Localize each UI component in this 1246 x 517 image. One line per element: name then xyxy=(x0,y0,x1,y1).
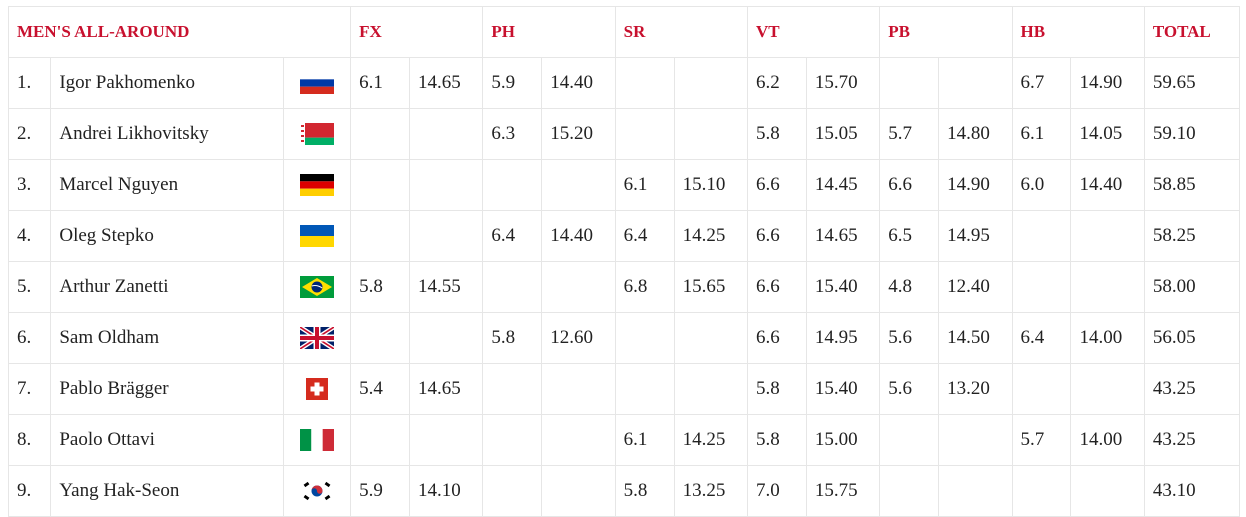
vt-d-score: 6.6 xyxy=(747,262,806,313)
pb-d-score xyxy=(880,58,939,109)
hb-d-score: 6.7 xyxy=(1012,58,1071,109)
total-score: 58.00 xyxy=(1144,262,1239,313)
fx-score xyxy=(409,211,482,262)
rank-cell: 1. xyxy=(9,58,51,109)
fx-score: 14.65 xyxy=(409,58,482,109)
ph-score xyxy=(542,364,615,415)
table-row xyxy=(9,364,1240,415)
italy-flag xyxy=(300,429,334,451)
ph-score: 14.40 xyxy=(542,58,615,109)
fx-d-score xyxy=(351,160,410,211)
flag-cell xyxy=(283,466,350,517)
uk-flag xyxy=(300,327,334,349)
sr-d-score: 6.4 xyxy=(615,211,674,262)
table-row xyxy=(9,415,1240,466)
athlete-name: Paolo Ottavi xyxy=(51,415,284,466)
sr-d-score xyxy=(615,364,674,415)
sr-score xyxy=(674,313,747,364)
hb-d-score: 6.0 xyxy=(1012,160,1071,211)
vt-d-score: 6.2 xyxy=(747,58,806,109)
rank-cell: 8. xyxy=(9,415,51,466)
ph-d-score: 5.9 xyxy=(483,58,542,109)
event-header-sr: SR xyxy=(615,7,747,58)
sr-score: 15.10 xyxy=(674,160,747,211)
hb-score: 14.40 xyxy=(1071,160,1144,211)
total-score: 58.25 xyxy=(1144,211,1239,262)
sr-d-score: 6.1 xyxy=(615,160,674,211)
results-table xyxy=(8,6,1240,517)
rank-cell: 9. xyxy=(9,466,51,517)
table-row xyxy=(9,160,1240,211)
fx-score xyxy=(409,313,482,364)
hb-d-score: 5.7 xyxy=(1012,415,1071,466)
event-header-hb: HB xyxy=(1012,7,1144,58)
pb-score: 14.95 xyxy=(939,211,1012,262)
rank-cell: 6. xyxy=(9,313,51,364)
ph-score: 15.20 xyxy=(542,109,615,160)
vt-score: 14.65 xyxy=(806,211,879,262)
pb-score: 14.90 xyxy=(939,160,1012,211)
ph-score xyxy=(542,262,615,313)
ph-d-score xyxy=(483,466,542,517)
ph-score xyxy=(542,466,615,517)
rank-cell: 4. xyxy=(9,211,51,262)
rank-cell: 5. xyxy=(9,262,51,313)
pb-d-score: 5.6 xyxy=(880,364,939,415)
flag-cell xyxy=(283,415,350,466)
vt-score: 15.00 xyxy=(806,415,879,466)
table-row xyxy=(9,109,1240,160)
title-header: MEN'S ALL-AROUND xyxy=(9,7,351,58)
hb-score xyxy=(1071,211,1144,262)
table-row xyxy=(9,211,1240,262)
total-score: 43.25 xyxy=(1144,364,1239,415)
athlete-name: Marcel Nguyen xyxy=(51,160,284,211)
fx-score: 14.55 xyxy=(409,262,482,313)
hb-score: 14.90 xyxy=(1071,58,1144,109)
fx-score xyxy=(409,109,482,160)
fx-score xyxy=(409,160,482,211)
flag-cell xyxy=(283,58,350,109)
vt-score: 15.05 xyxy=(806,109,879,160)
fx-d-score: 5.8 xyxy=(351,262,410,313)
fx-d-score xyxy=(351,415,410,466)
russia-flag xyxy=(300,72,334,94)
rank-cell: 2. xyxy=(9,109,51,160)
athlete-name: Yang Hak-Seon xyxy=(51,466,284,517)
flag-cell xyxy=(283,211,350,262)
total-score: 59.65 xyxy=(1144,58,1239,109)
sr-score: 15.65 xyxy=(674,262,747,313)
pb-d-score: 6.6 xyxy=(880,160,939,211)
ph-d-score: 5.8 xyxy=(483,313,542,364)
ukraine-flag xyxy=(300,225,334,247)
flag-cell xyxy=(283,109,350,160)
event-header-vt: VT xyxy=(747,7,879,58)
ph-d-score xyxy=(483,415,542,466)
athlete-name: Arthur Zanetti xyxy=(51,262,284,313)
table-row xyxy=(9,466,1240,517)
vt-score: 15.40 xyxy=(806,364,879,415)
header-row xyxy=(9,7,1240,58)
ph-d-score xyxy=(483,160,542,211)
hb-d-score: 6.4 xyxy=(1012,313,1071,364)
total-score: 59.10 xyxy=(1144,109,1239,160)
vt-d-score: 6.6 xyxy=(747,211,806,262)
pb-d-score xyxy=(880,466,939,517)
vt-d-score: 6.6 xyxy=(747,160,806,211)
pb-d-score: 5.6 xyxy=(880,313,939,364)
hb-d-score xyxy=(1012,211,1071,262)
table-row xyxy=(9,58,1240,109)
hb-d-score: 6.1 xyxy=(1012,109,1071,160)
vt-score: 15.75 xyxy=(806,466,879,517)
ph-d-score: 6.4 xyxy=(483,211,542,262)
fx-d-score xyxy=(351,211,410,262)
athlete-name: Sam Oldham xyxy=(51,313,284,364)
fx-d-score: 5.9 xyxy=(351,466,410,517)
vt-d-score: 5.8 xyxy=(747,109,806,160)
sr-score: 14.25 xyxy=(674,415,747,466)
ph-d-score xyxy=(483,262,542,313)
hb-score xyxy=(1071,364,1144,415)
vt-d-score: 5.8 xyxy=(747,415,806,466)
south-korea-flag xyxy=(300,480,334,502)
pb-score: 13.20 xyxy=(939,364,1012,415)
total-score: 43.25 xyxy=(1144,415,1239,466)
fx-score xyxy=(409,415,482,466)
flag-cell xyxy=(283,313,350,364)
belarus-flag xyxy=(300,123,334,145)
ph-score: 12.60 xyxy=(542,313,615,364)
rank-cell: 3. xyxy=(9,160,51,211)
sr-score xyxy=(674,109,747,160)
brazil-flag xyxy=(300,276,334,298)
hb-d-score xyxy=(1012,364,1071,415)
pb-d-score: 5.7 xyxy=(880,109,939,160)
pb-d-score: 4.8 xyxy=(880,262,939,313)
sr-d-score: 5.8 xyxy=(615,466,674,517)
sr-d-score: 6.8 xyxy=(615,262,674,313)
pb-score xyxy=(939,58,1012,109)
ph-score xyxy=(542,415,615,466)
hb-score: 14.00 xyxy=(1071,313,1144,364)
fx-d-score: 5.4 xyxy=(351,364,410,415)
vt-d-score: 5.8 xyxy=(747,364,806,415)
fx-score: 14.65 xyxy=(409,364,482,415)
pb-d-score xyxy=(880,415,939,466)
event-header-pb: PB xyxy=(880,7,1012,58)
vt-d-score: 6.6 xyxy=(747,313,806,364)
hb-score: 14.05 xyxy=(1071,109,1144,160)
switzerland-flag xyxy=(300,378,334,400)
table-row xyxy=(9,262,1240,313)
flag-cell xyxy=(283,262,350,313)
sr-d-score: 6.1 xyxy=(615,415,674,466)
hb-score xyxy=(1071,466,1144,517)
athlete-name: Oleg Stepko xyxy=(51,211,284,262)
vt-score: 14.95 xyxy=(806,313,879,364)
fx-d-score xyxy=(351,313,410,364)
ph-score: 14.40 xyxy=(542,211,615,262)
event-header-fx: FX xyxy=(351,7,483,58)
sr-d-score xyxy=(615,58,674,109)
pb-score: 14.50 xyxy=(939,313,1012,364)
sr-score xyxy=(674,58,747,109)
hb-d-score xyxy=(1012,466,1071,517)
hb-score: 14.00 xyxy=(1071,415,1144,466)
athlete-name: Igor Pakhomenko xyxy=(51,58,284,109)
total-score: 56.05 xyxy=(1144,313,1239,364)
ph-score xyxy=(542,160,615,211)
flag-cell xyxy=(283,160,350,211)
vt-score: 14.45 xyxy=(806,160,879,211)
fx-score: 14.10 xyxy=(409,466,482,517)
sr-score: 14.25 xyxy=(674,211,747,262)
pb-d-score: 6.5 xyxy=(880,211,939,262)
sr-d-score xyxy=(615,313,674,364)
sr-d-score xyxy=(615,109,674,160)
hb-score xyxy=(1071,262,1144,313)
vt-score: 15.40 xyxy=(806,262,879,313)
event-header-ph: PH xyxy=(483,7,615,58)
sr-score xyxy=(674,364,747,415)
fx-d-score: 6.1 xyxy=(351,58,410,109)
athlete-name: Andrei Likhovitsky xyxy=(51,109,284,160)
vt-d-score: 7.0 xyxy=(747,466,806,517)
athlete-name: Pablo Brägger xyxy=(51,364,284,415)
germany-flag xyxy=(300,174,334,196)
sr-score: 13.25 xyxy=(674,466,747,517)
total-header: TOTAL xyxy=(1144,7,1239,58)
pb-score xyxy=(939,415,1012,466)
fx-d-score xyxy=(351,109,410,160)
flag-cell xyxy=(283,364,350,415)
pb-score: 12.40 xyxy=(939,262,1012,313)
hb-d-score xyxy=(1012,262,1071,313)
pb-score xyxy=(939,466,1012,517)
vt-score: 15.70 xyxy=(806,58,879,109)
pb-score: 14.80 xyxy=(939,109,1012,160)
rank-cell: 7. xyxy=(9,364,51,415)
ph-d-score xyxy=(483,364,542,415)
table-row xyxy=(9,313,1240,364)
total-score: 43.10 xyxy=(1144,466,1239,517)
total-score: 58.85 xyxy=(1144,160,1239,211)
ph-d-score: 6.3 xyxy=(483,109,542,160)
